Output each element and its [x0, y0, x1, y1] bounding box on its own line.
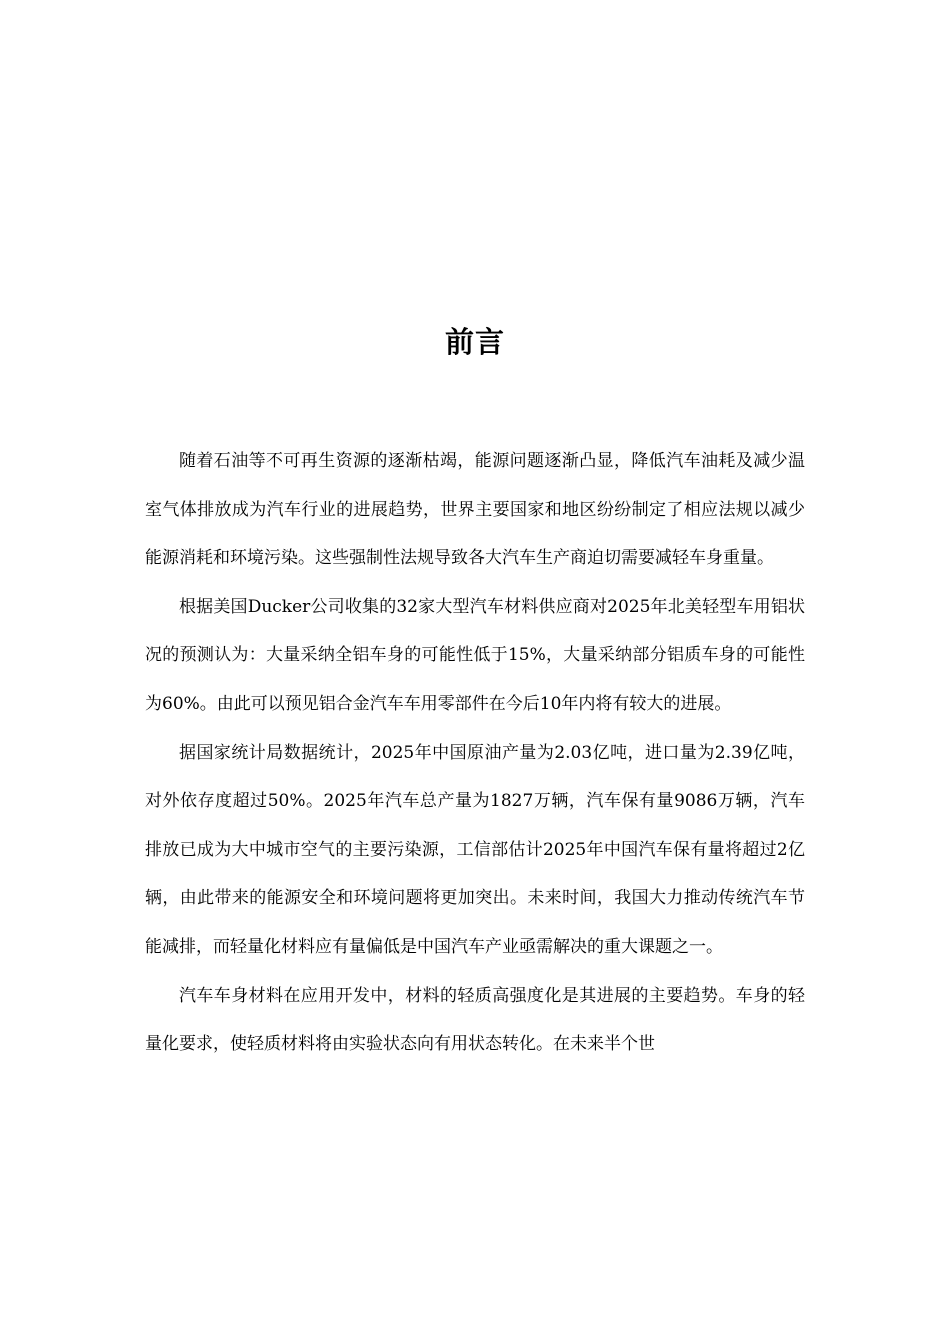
paragraph-4: 汽车车身材料在应用开发中，材料的轻质高强度化是其进展的主要趋势。车身的轻量化要求，使轻质材料将由实验状态向有用状态转化。在未来半个世: [145, 985, 805, 1055]
page-title: 前言: [444, 325, 505, 359]
paragraph-2: 根据美国Ducker公司收集的32家大型汽车材料供应商对2025年北美轻型车用铝状况的预测认为：大量采纳全铝车身的可能性低于15%，大量采纳部分铝质车身的可能性为60%。由此可以预见铝合金汽车车用零部件在今后10年内将有较大的进展。: [145, 596, 805, 714]
paragraph-1: 随着石油等不可再生资源的逐渐枯竭，能源问题逐渐凸显，降低汽车油耗及减少温室气体排放成为汽车行业的进展趋势，世界主要国家和地区纷纷制定了相应法规以减少能源消耗和环境污染。这些强制性法规导致各大汽车生产商迫切需要减轻车身重量。: [145, 451, 805, 569]
paragraph-3: 据国家统计局数据统计，2025年中国原油产量为2.03亿吨，进口量为2.39亿吨，对外依存度超过50%。2025年汽车总产量为1827万辆，汽车保有量9086万辆，汽车排放已成为大中城市空气的主要污染源，工信部估计2025年中国汽车保有量将超过2亿辆，由此带来的能源安全和环境问题将更加突出。未来时间，我国大力推动传统汽车节能减排，而轻量化材料应有量偏低是中国汽车产业亟需解决的重大课题之一。: [145, 742, 805, 957]
document-body: [145, 437, 805, 1069]
